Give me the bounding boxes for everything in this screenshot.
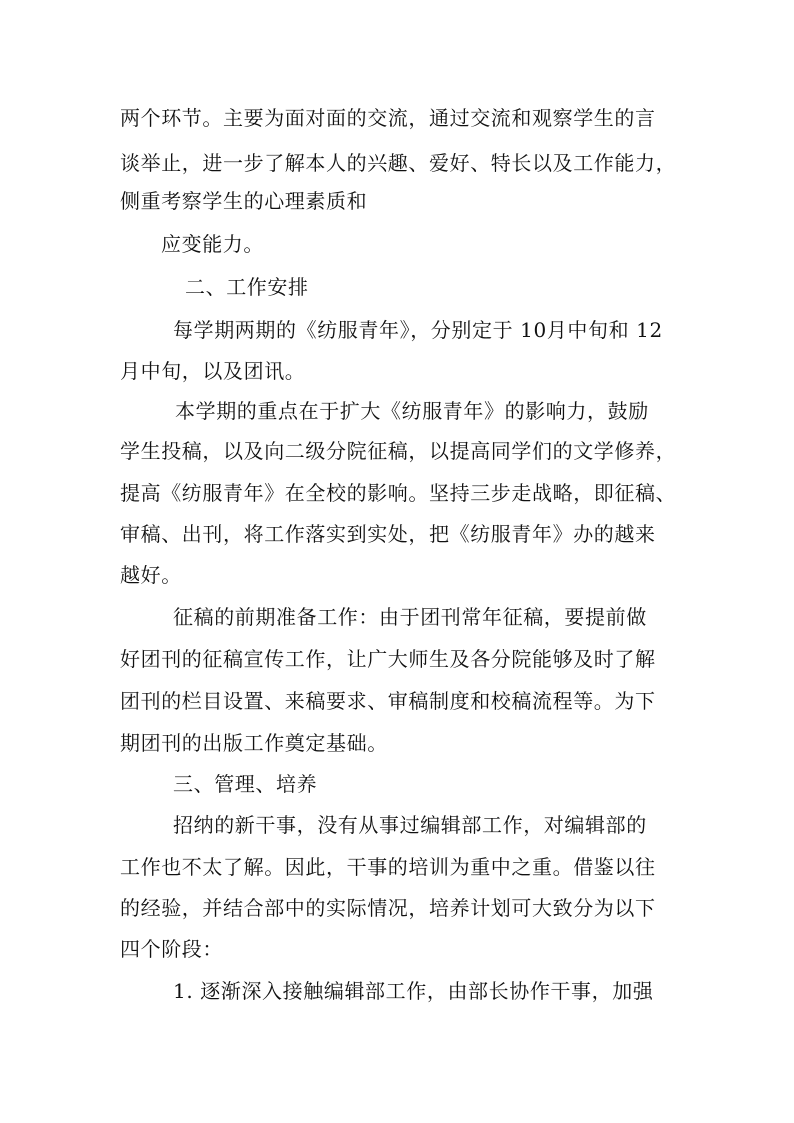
paragraph-line: 谈举止，进一步了解本人的兴趣、爱好、特长以及工作能力， <box>120 151 677 175</box>
section-heading: 三、管理、培养 <box>173 772 318 796</box>
paragraph-line: 期团刊的出版工作奠定基础。 <box>120 731 388 755</box>
paragraph-line: 两个环节。主要为面对面的交流，通过交流和观察学生的言 <box>120 106 656 130</box>
list-item: 1. 逐渐深入接触编辑部工作，由部长协作干事，加强 <box>173 979 654 1003</box>
paragraph-line: 工作也不太了解。因此，干事的培训为重中之重。借鉴以往 <box>120 855 656 879</box>
paragraph-line: 越好。 <box>120 563 182 587</box>
paragraph-line: 月中旬，以及团讯。 <box>120 359 306 383</box>
paragraph-line: 学生投稿，以及向二级分院征稿，以提高同学们的文学修养， <box>120 439 677 463</box>
paragraph-line: 团刊的栏目设置、来稿要求、审稿制度和校稿流程等。为下 <box>120 689 656 713</box>
paragraph-line: 侧重考察学生的心理素质和 <box>120 189 368 213</box>
paragraph-line: 好团刊的征稿宣传工作，让广大师生及各分院能够及时了解 <box>120 647 656 671</box>
section-heading: 二、工作安排 <box>185 275 309 299</box>
paragraph-line: 征稿的前期准备工作：由于团刊常年征稿，要提前做 <box>173 605 647 629</box>
paragraph-line: 每学期两期的《纺服青年》，分别定于 10月中旬和 12 <box>173 318 663 342</box>
paragraph-line: 四个阶段： <box>120 937 223 961</box>
paragraph-line: 应变能力。 <box>161 232 264 256</box>
paragraph-line: 本学期的重点在于扩大《纺服青年》的影响力，鼓励 <box>175 399 649 423</box>
paragraph-line: 招纳的新干事，没有从事过编辑部工作，对编辑部的 <box>173 813 647 837</box>
paragraph-line: 提高《纺服青年》在全校的影响。坚持三步走战略，即征稿、 <box>120 481 677 505</box>
paragraph-line: 审稿、出刊，将工作落实到实处，把《纺服青年》办的越来 <box>120 522 656 546</box>
paragraph-line: 的经验，并结合部中的实际情况，培养计划可大致分为以下 <box>120 896 656 920</box>
